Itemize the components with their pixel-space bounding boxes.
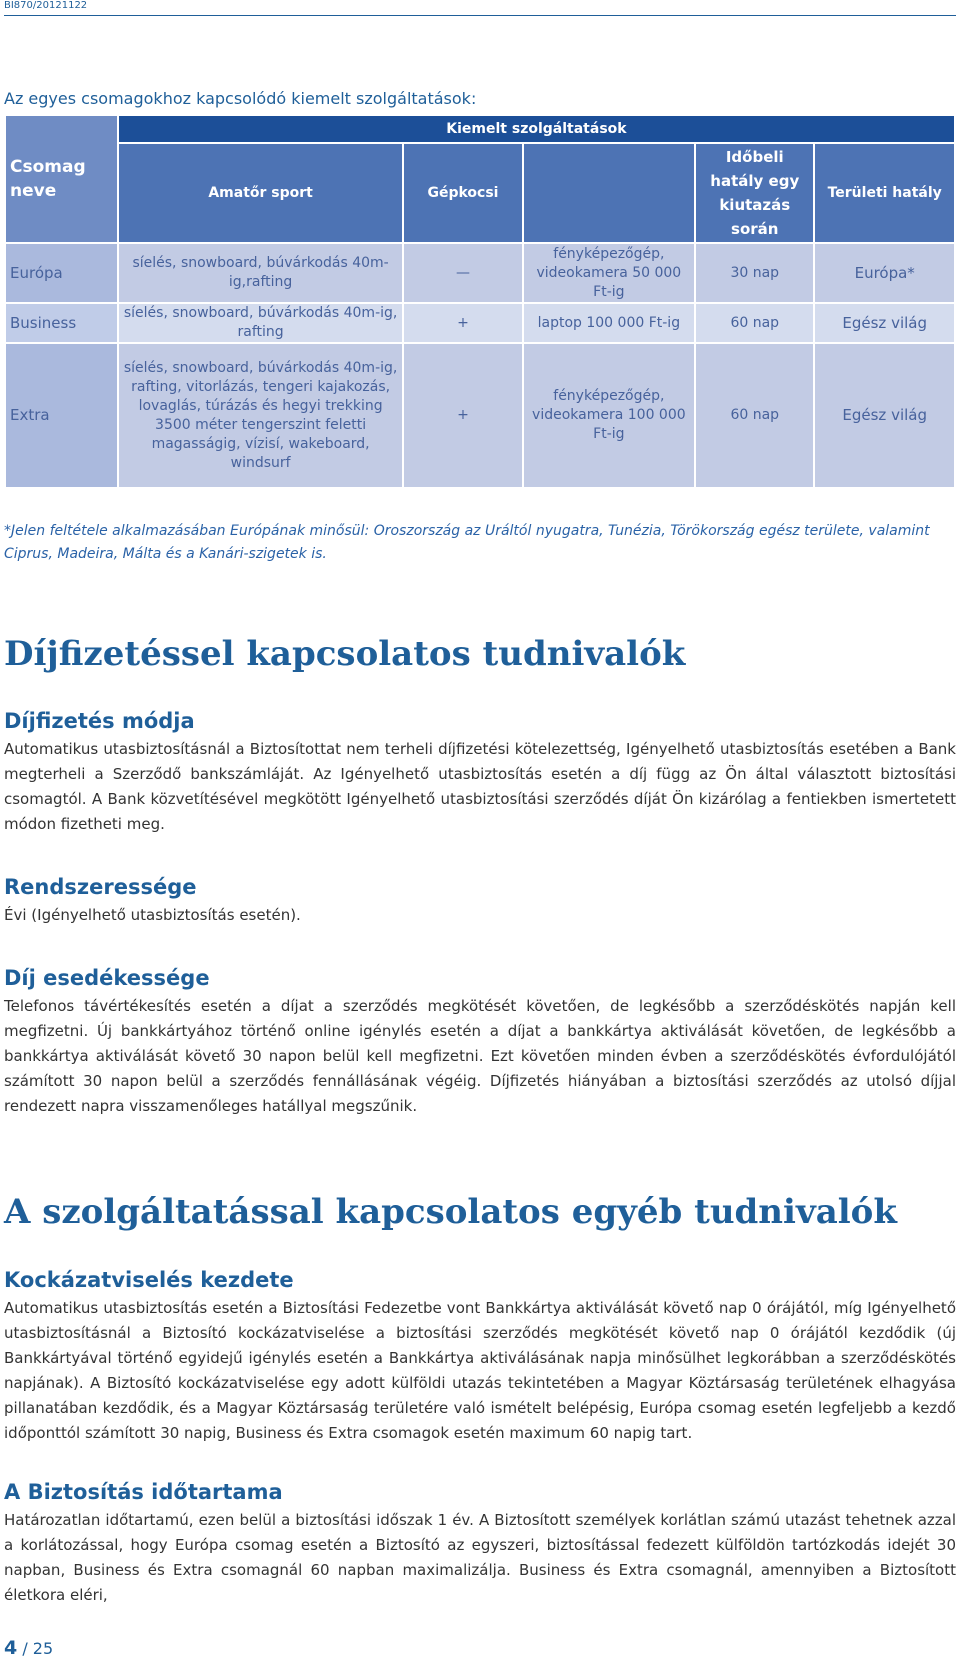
- section-title-payment: Díjfizetéssel kapcsolatos tudnivalók: [4, 634, 686, 674]
- package-name-cell: Európa: [5, 243, 118, 303]
- services-table: [4, 114, 956, 489]
- heading-due-date: Díj esedékessége: [4, 966, 210, 990]
- total-pages: / 25: [22, 1639, 54, 1658]
- header-featured-services: Kiemelt szolgáltatások: [118, 115, 955, 143]
- header-rule: [4, 15, 956, 16]
- car-cell: +: [403, 303, 522, 343]
- paragraph-due-date: Telefonos távértékesítés esetén a díjat a szerződés megkötését követően, de legkésőbb a szerződéskötés napján kell megfizetni. Új bankkártyához történő online igénylés esetén a díjat a bankkártya aktiválását követően, de legkésőbb a bankkártya aktiválását követő 30 napon belül kell megfizetni. Ezt követően minden évben a szerződéskötés évfordulójától számított 30 napon belül a szerződés fennállásának végéig. Díjfizetés hiányában a biztosítási szerződés az utolsó díjjal rendezett napra visszamenőleges hatállyal megszűnik.: [4, 997, 956, 1115]
- table-row: [5, 303, 955, 343]
- current-page: 4: [4, 1637, 18, 1659]
- page-number: [4, 1637, 53, 1659]
- area-cell: Egész világ: [814, 343, 955, 488]
- section-title-other-info: A szolgáltatással kapcsolatos egyéb tudnivalók: [4, 1192, 897, 1232]
- car-cell: —: [403, 243, 522, 303]
- device-cell: fényképezőgép, videokamera 50 000 Ft-ig: [523, 243, 696, 303]
- package-name-cell: Extra: [5, 343, 118, 488]
- heading-insurance-duration: A Biztosítás időtartama: [4, 1480, 283, 1504]
- device-cell: laptop 100 000 Ft-ig: [523, 303, 696, 343]
- header-amateur-sport: Amatőr sport: [118, 143, 403, 243]
- time-cell: 60 nap: [695, 303, 814, 343]
- time-cell: 30 nap: [695, 243, 814, 303]
- car-cell: +: [403, 343, 522, 488]
- header-car: Gépkocsi: [403, 143, 522, 243]
- heading-coverage-start: Kockázatviselés kezdete: [4, 1268, 294, 1292]
- package-name-cell: Business: [5, 303, 118, 343]
- sport-cell: síelés, snowboard, búvárkodás 40m-ig,rafting: [118, 243, 403, 303]
- area-cell: Egész világ: [814, 303, 955, 343]
- document-id: BI870/20121122: [4, 0, 88, 11]
- header-area-scope: Területi hatály: [814, 143, 955, 243]
- header-package-name: Csomag neve: [5, 115, 118, 243]
- table-row: [5, 343, 955, 488]
- paragraph-coverage-start: Automatikus utasbiztosítás esetén a Biztosítási Fedezetbe vont Bankkártya aktiválását követő nap 0 órájától, míg Igényelhető utasbiztosításnál a Biztosító kockázatviselése a biztosítási szerződés megkötését követő nap 0 órájától kezdődik (új Bankkártyával történő egyidejű igénylés esetén a Bankkártya aktiválásának napja minősülhet legkorábban a szerződéskötés napjának). A Biztosító kockázatviselése egy adott külföldi utazás tekintetében a Magyar Köztársaság területének elhagyása pillanatában kezdődik, és a Magyar Köztársaság területére való ismételt belépésig, Európa csomag esetén legfeljebb a kezdő időponttól számított 30 napig, Business és Extra csomagok esetén maximum 60 napig tart.: [4, 1299, 956, 1442]
- paragraph-payment-method: Automatikus utasbiztosításnál a Biztosítottat nem terheli díjfizetési kötelezettség, Igényelhető utasbiztosítás esetében a Bank megterheli a Szerződő bankszámláját. Az Igényelhető utasbiztosítás esetén a díj függ az Ön által választott biztosítási csomagtól. A Bank közvetítésével megkötött Igényelhető utasbiztosítási szerződés díját Ön kizárólag a fentiekben ismertetett módon fizetheti meg.: [4, 740, 956, 833]
- sport-cell: síelés, snowboard, búvárkodás 40m-ig, rafting: [118, 303, 403, 343]
- header-time-scope: Időbeli hatály egy kiutazás során: [695, 143, 814, 243]
- paragraph-frequency: Évi (Igényelhető utasbiztosítás esetén).: [4, 906, 301, 924]
- sport-cell: síelés, snowboard, búvárkodás 40m-ig, rafting, vitorlázás, tengeri kajakozás, lovaglás, túrázás és hegyi trekking 3500 méter tengerszint feletti magasságig, vízisí, wakeboard, windsurf: [118, 343, 403, 488]
- heading-payment-method: Díjfizetés módja: [4, 709, 195, 733]
- paragraph-insurance-duration: Határozatlan időtartamú, ezen belül a biztosítási időszak 1 év. A Biztosított személyek korlátlan számú utazást tehetnek azzal a korlátozással, hogy Európa csomag esetén a Biztosító az egyszeri, biztosítással fedezett külföldön tartózkodás idejét 30 napban, Business és Extra csomagnál 60 napban maximalizálja. Business és Extra csomagnál, amennyiben a Biztosított életkora eléri,: [4, 1511, 956, 1604]
- device-cell: fényképezőgép, videokamera 100 000 Ft-ig: [523, 343, 696, 488]
- header-devices: [523, 143, 696, 243]
- time-cell: 60 nap: [695, 343, 814, 488]
- table-row: [5, 243, 955, 303]
- table-title: Az egyes csomagokhoz kapcsolódó kiemelt szolgáltatások:: [4, 89, 477, 108]
- area-cell: Európa*: [814, 243, 955, 303]
- heading-frequency: Rendszeressége: [4, 875, 197, 899]
- footnote: *Jelen feltétele alkalmazásában Európának minősül: Oroszország az Uráltól nyugatra, Tunézia, Törökország egész területe, valamint Ciprus, Madeira, Málta és a Kanári-szigetek is.: [4, 523, 930, 562]
